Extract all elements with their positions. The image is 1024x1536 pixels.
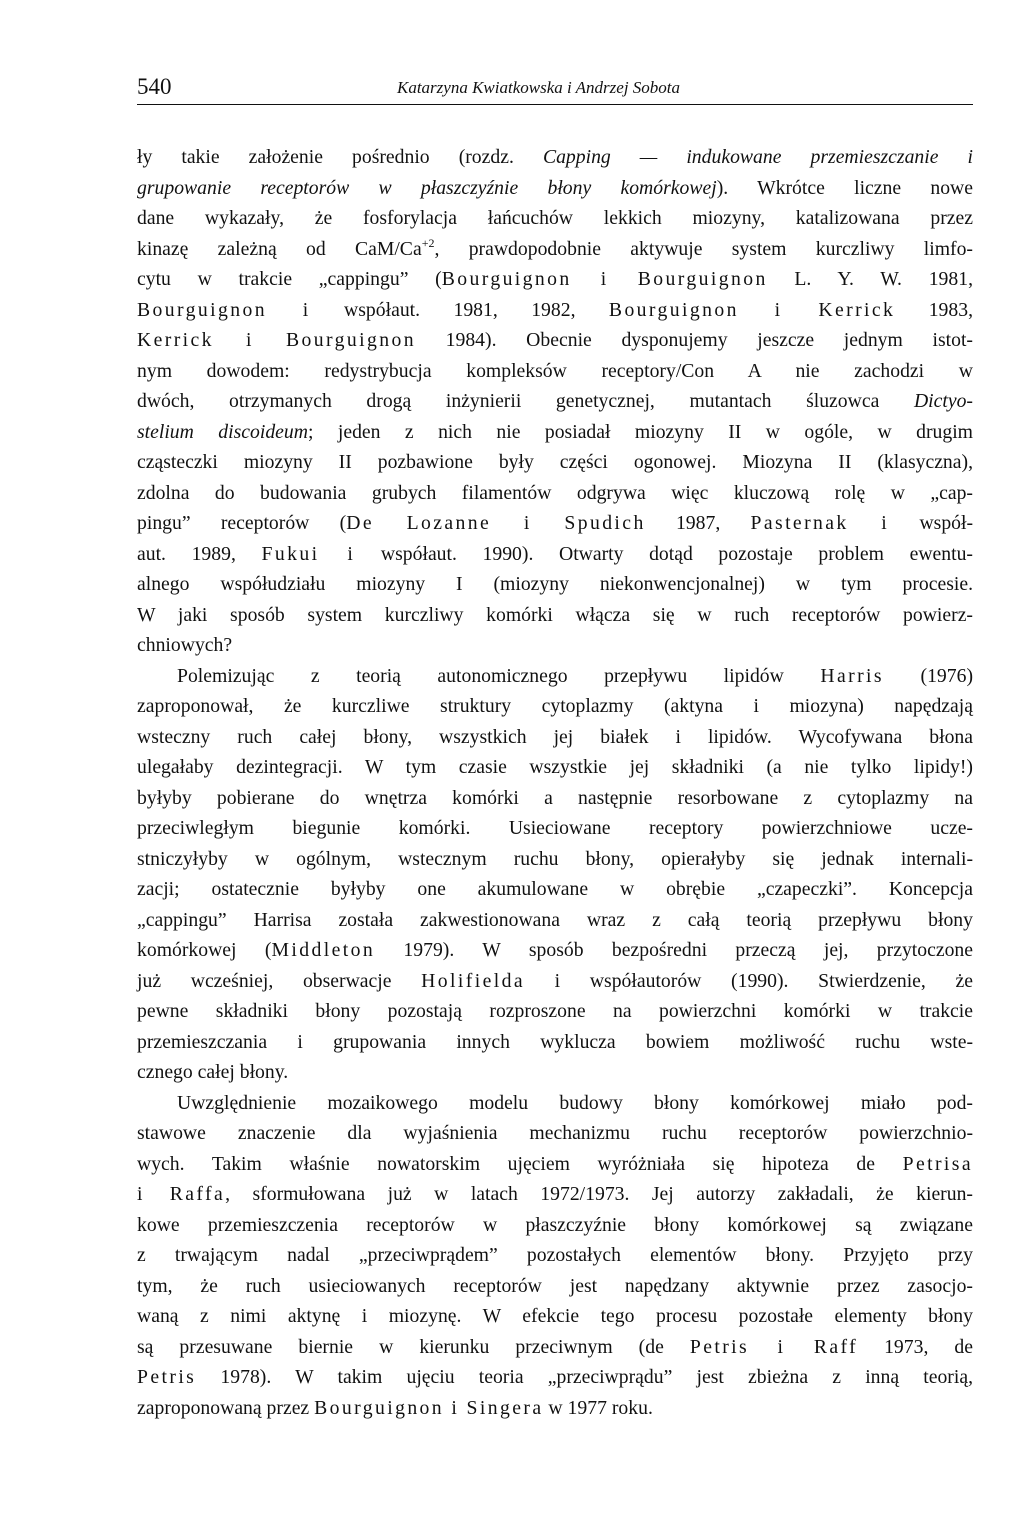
text-line [137,356,973,387]
text-run: współaut. 1981, 1982, [310,298,609,321]
text-line [137,966,973,997]
author-name: Bourguignon i [137,298,311,321]
text-run: 1978). W takim ujęciu teoria „przeciwprądu” jest zbieżna z inną teorią, [196,1366,973,1388]
text-run: 1973, de [858,1335,973,1358]
author-name: Fukui i [261,542,356,565]
text-run: 1984). Obecnie dysponujemy jeszcze jednym istot- [415,329,973,351]
text-run: z trwającym nadal „przeciwprądem” pozostałych elementów błony. Przyjęto przy [137,1244,973,1266]
italic-text: grupowanie receptorów w płaszczyźnie błony komórkowej [137,176,717,199]
text-run: waną z nimi aktynę i miozynę. W efekcie tego procesu pozostałe elementy błony [137,1305,973,1327]
text-line [137,874,973,905]
text-run: stniczyłyby w ogólnym, wstecznym ruchu błony, opierałyby się jednak internali- [137,847,973,870]
text-run: już wcześniej, obserwacje [137,969,422,992]
text-line [137,417,973,448]
text-run: W jaki sposób system kurczliwy komórki włącza się w ruch receptorów powierz- [137,603,973,626]
text-run: dwóch, otrzymanych drogą inżynierii genetycznej, mutantach śluzowca [137,390,914,412]
text-line [137,935,973,966]
author-name: i Raffa [137,1183,226,1205]
author-name: Middleton [271,939,376,961]
text-line [137,1301,973,1332]
text-line [137,539,973,570]
text-line [137,478,973,509]
author-name: Harris [820,664,884,687]
text-run: tym, że ruch usieciowanych receptorów jest napędzany aktywnie przez zasocjo- [137,1274,973,1297]
author-name: De Lozanne i Spudich [346,512,646,534]
text-line [137,600,973,631]
italic-text: Capping — indukowane przemieszczanie i [542,146,973,168]
running-title: Katarzyna Kwiatkowska i Andrzej Sobota [397,78,681,97]
text-run: przeciwległym biegunie komórki. Usieciowane receptory powierzchniowe ucze- [137,817,973,839]
text-line [137,508,973,539]
text-line [137,325,973,356]
text-line [137,386,973,417]
page-header [137,74,973,105]
text-line [137,661,973,692]
text-run: cznego całej błony. [137,1061,289,1083]
text-run: aut. 1989, [137,542,262,565]
text-run: Uwzględnienie mozaikowego modelu budowy błony komórkowej miało pod- [177,1091,973,1114]
text-line [137,1240,973,1271]
text-line [137,447,973,478]
author-name: Bourguignon i Bourguignon [441,268,768,290]
text-line [137,1332,973,1363]
author-name: Petris i Raff [689,1335,859,1358]
text-run: w 1977 roku. [543,1396,653,1419]
text-line [137,1210,973,1241]
text-run: nym dowodem: redystrybucja kompleksów receptory/Con A nie zachodzi w [137,359,973,382]
text-line [137,173,973,204]
text-line [137,264,973,295]
text-run: chniowych? [137,634,233,656]
text-line [137,1362,973,1393]
text-run: 1987, [645,512,751,534]
text-line [137,691,973,722]
text-run: , prawdopodobnie aktywuje system kurczliwy limfo- [434,237,973,260]
text-line [137,1088,973,1119]
text-line [137,1271,973,1302]
text-run: cząsteczki miozyny II pozbawione były części ogonowej. Miozyna II (klasyczna), [137,451,973,473]
text-run: zacji; ostatecznie byłyby one akumulowane w obrębie „czapeczki”. Koncepcja [137,878,973,900]
text-run: Polemizując z teorią autonomicznego przepływu lipidów [177,664,821,687]
text-run: , sformułowana już w latach 1972/1973. Jej autorzy zakładali, że kierun- [225,1183,973,1205]
text-run: alnego współudziału miozyny I (miozyny niekonwencjonalnej) w tym procesie. [137,573,973,595]
author-name: Petris [137,1366,197,1388]
body-text [137,142,973,1423]
text-run: i współautorów (1990). Stwierdzenie, że [525,969,973,992]
text-line [137,1179,973,1210]
text-run: dane wykazały, że fosforylacja łańcuchów lekkich miozyny, katalizowana przez [137,207,973,229]
text-run: ). Wkrótce liczne nowe [716,176,973,199]
text-line [137,996,973,1027]
text-line [137,569,973,600]
text-run: (1976) [883,664,973,687]
text-run: pingu” receptorów ( [137,512,347,534]
text-line [137,1118,973,1149]
text-line [137,142,973,173]
text-line [137,752,973,783]
author-name: Bourguignon i Singera [314,1396,544,1419]
author-name: Pasternak i [750,512,890,534]
text-run: wych. Takim właśnie nowatorskim ujęciem wyróżniała się hipoteza de [137,1152,903,1175]
text-line [137,203,973,234]
author-name: Kerrick i Bourguignon [137,329,416,351]
text-line [137,722,973,753]
text-line [137,1149,973,1180]
text-run: komórkowej ( [137,939,272,961]
text-line [137,234,973,265]
text-run: współaut. 1990). Otwarty dotąd pozostaje problem ewentu- [355,542,973,565]
text-run: kowe przemieszczenia receptorów w płaszczyźnie błony komórkowej są związane [137,1213,973,1236]
text-run: współ- [889,512,974,534]
text-run: pewne składniki błony pozostają rozproszone na powierzchni komórki w trakcie [137,1000,973,1022]
text-line [137,905,973,936]
superscript: +2 [421,235,435,250]
italic-text: Dictyo- [913,390,973,412]
text-line [137,295,973,326]
text-line [137,783,973,814]
text-line [137,844,973,875]
text-run: L. Y. W. 1981, [767,268,973,290]
text-line [137,1393,973,1424]
text-run: są przesuwane biernie w kierunku przeciwnym (de [137,1335,690,1358]
text-run: byłyby pobierane do wnętrza komórki a następnie resorbowane z cytoplazmy na [137,786,973,809]
text-run: wsteczny ruch całej błony, wszystkich jej białek i lipidów. Wycofywana błona [137,725,973,748]
text-run: 1983, [895,298,973,321]
text-run: ulegałaby dezintegracji. W tym czasie wszystkie jej składniki (a nie tylko lipidy!) [137,756,973,778]
text-run: „cappingu” Harrisa została zakwestionowana wraz z całą teorią przepływu błony [137,908,973,931]
text-run: zdolna do budowania grubych filamentów odgrywa więc kluczową rolę w „cap- [137,481,973,504]
text-line [137,1057,973,1088]
author-name: Bourguignon i Kerrick [608,298,896,321]
text-run: 1979). W sposób bezpośredni przeczą jej, przytoczone [375,939,973,961]
text-line [137,630,973,661]
text-line [137,813,973,844]
page-number: 540 [137,74,172,99]
text-run: przemieszczania i grupowania innych wyklucza bowiem możliwość ruchu wste- [137,1030,973,1053]
italic-text: stelium discoideum [137,420,308,443]
text-run: zaproponował, że kurczliwe struktury cytoplazmy (aktyna i miozyna) napędzają [137,695,973,717]
text-run: stawowe znaczenie dla wyjaśnienia mechanizmu ruchu receptorów powierzchnio- [137,1122,973,1144]
author-name: Petrisa [902,1152,973,1175]
text-run: zaproponowaną przez [137,1396,315,1419]
text-run: kinazę zależną od CaM/Ca [137,237,422,260]
text-run: cytu w trakcie „cappingu” ( [137,268,442,290]
text-line [137,1027,973,1058]
text-run: ły takie założenie pośrednio (rozdz. [137,146,543,168]
author-name: Holifielda [421,969,525,992]
text-run: ; jeden z nich nie posiadał miozyny II w ogóle, w drugim [307,420,973,443]
